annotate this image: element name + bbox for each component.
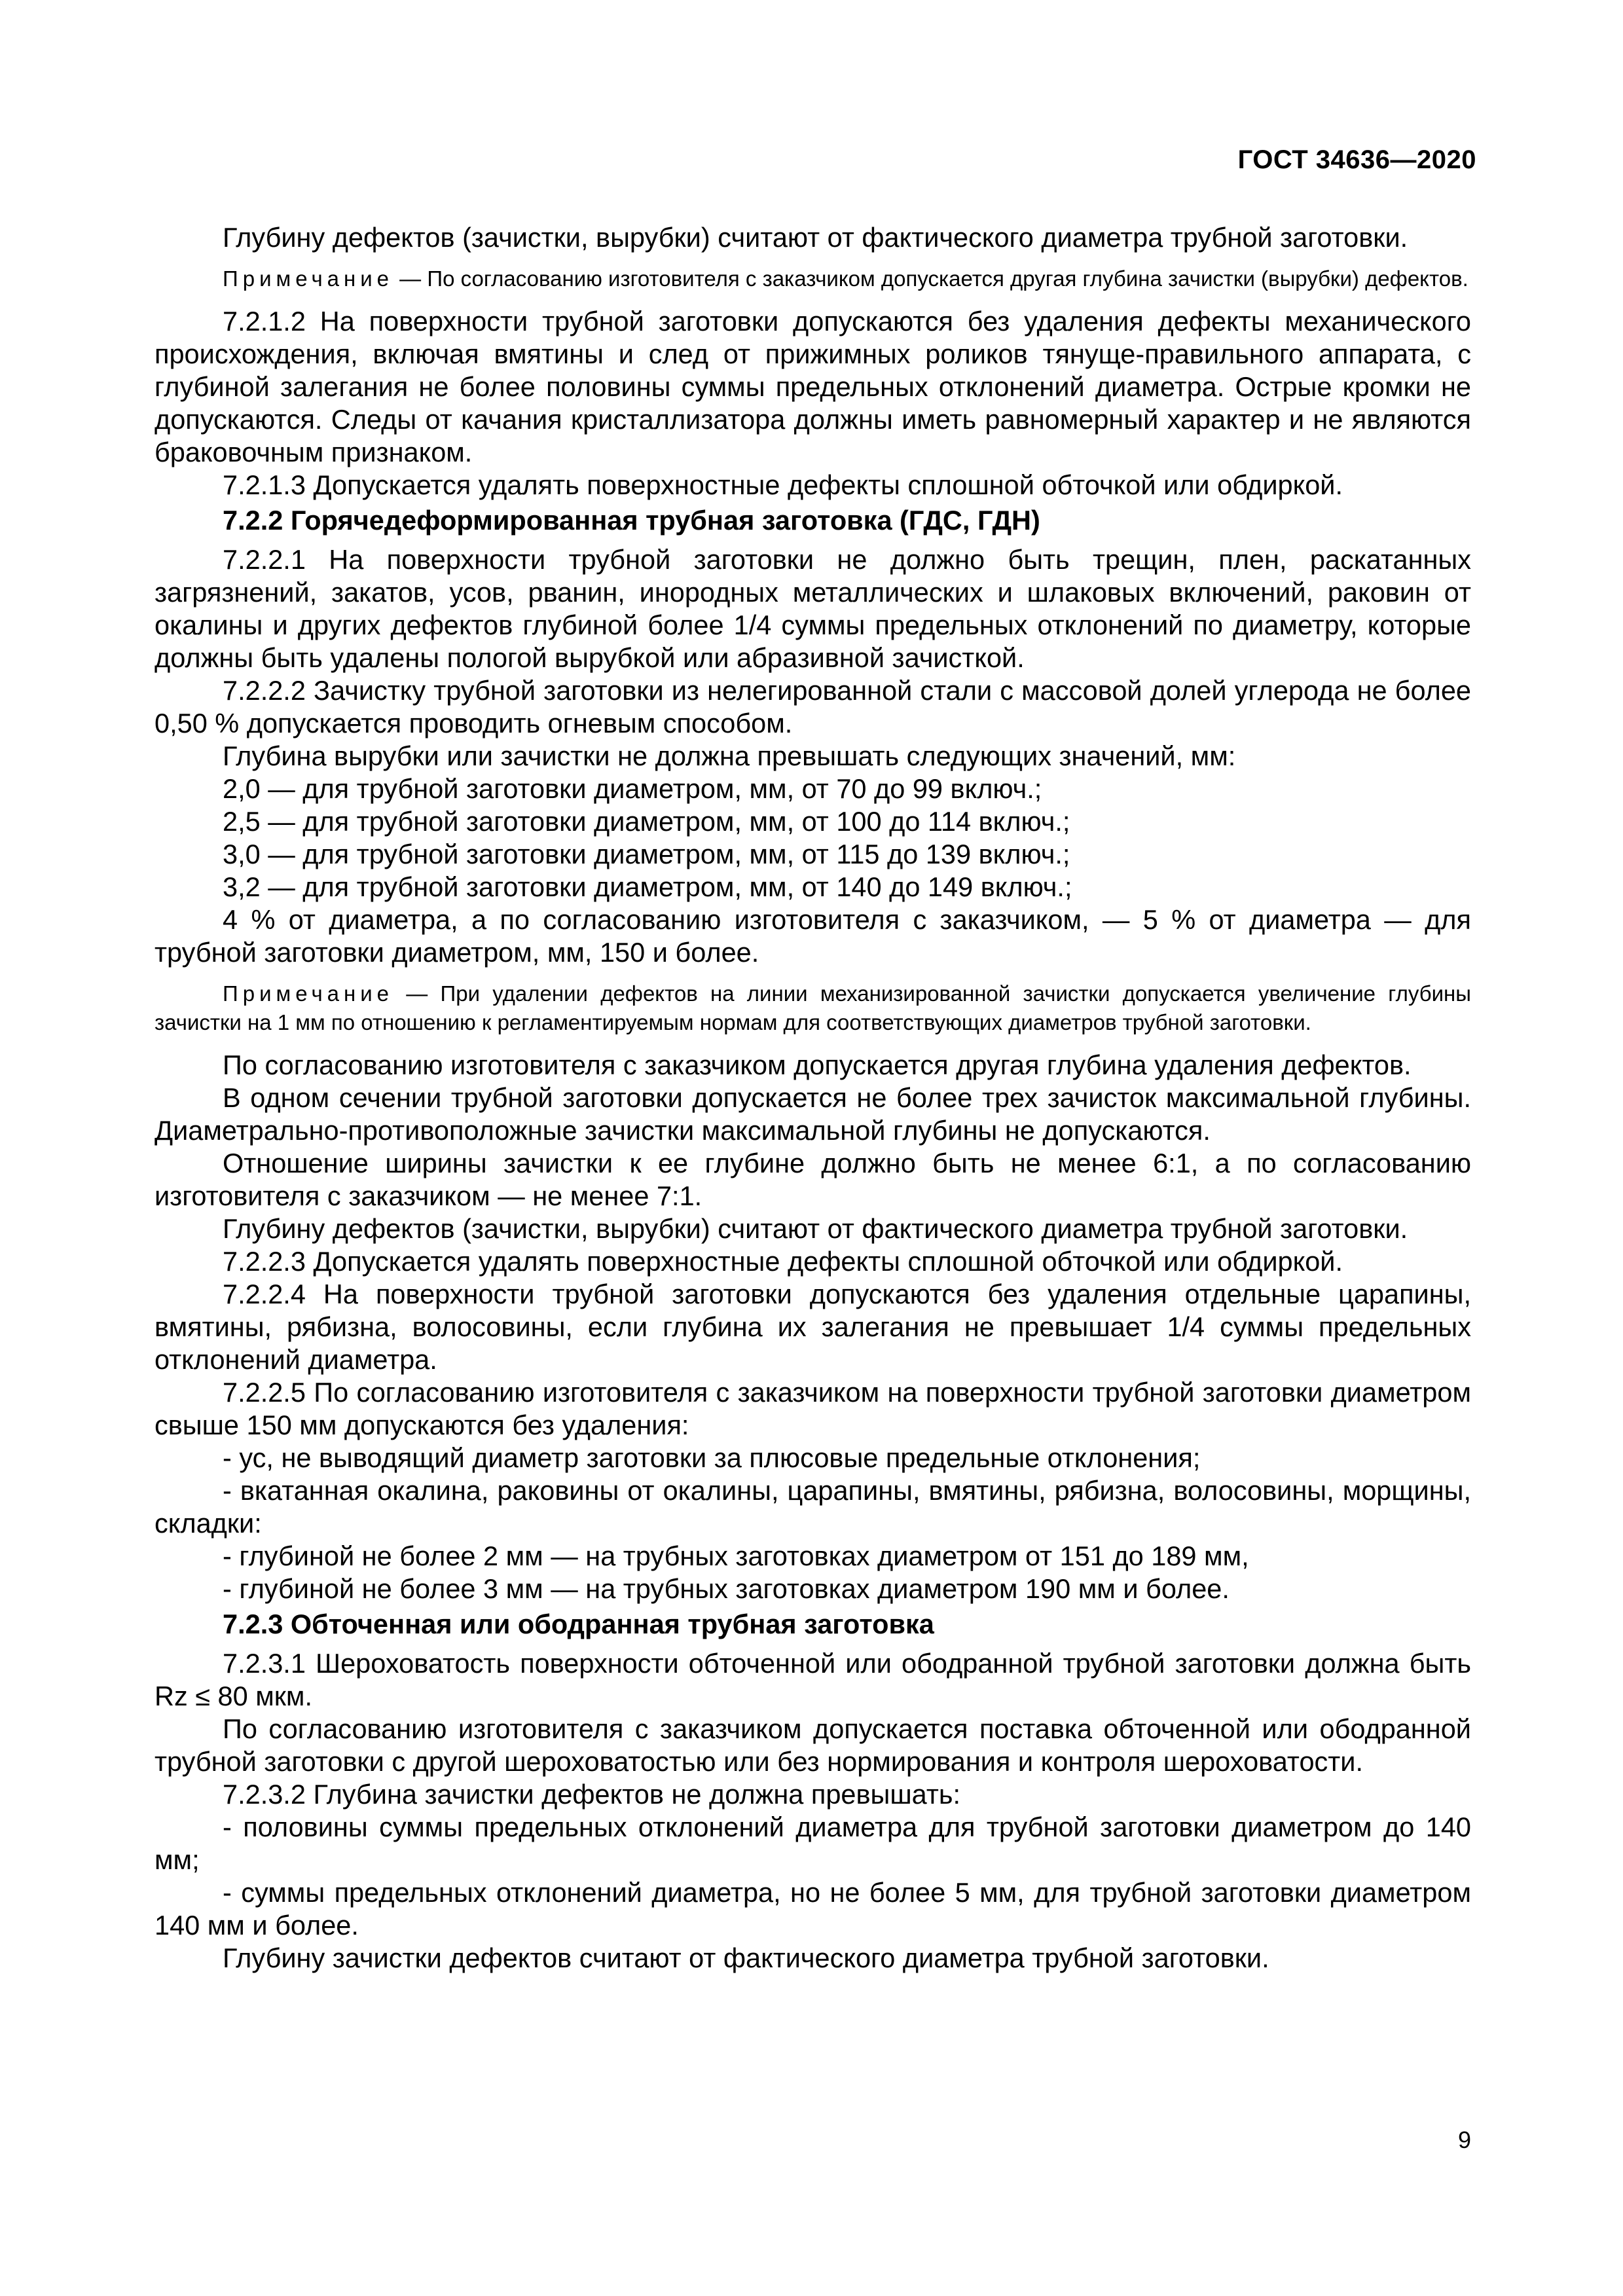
paragraph: 7.2.3.2 Глубина зачистки дефектов не должна превышать: xyxy=(223,1779,961,1810)
note-text: — При удалении дефектов на линии механизированной зачистки допускается увеличение глубины зачистки на 1 мм по отношению к регламентируемым нормам для соответствующих диаметров трубной заготовки. xyxy=(155,981,1471,1034)
paragraph: 7.2.2.3 Допускается удалять поверхностные дефекты сплошной обточкой или обдиркой. xyxy=(223,1246,1343,1277)
list-item: - глубиной не более 3 мм — на трубных заготовках диаметром 190 мм и более. xyxy=(223,1573,1230,1604)
note-text: — По согласованию изготовителя с заказчиком допускается другая глубина зачистки (вырубки) дефектов. xyxy=(393,266,1468,291)
list-item: 3,2 — для трубной заготовки диаметром, мм, от 140 до 149 включ.; xyxy=(223,871,1072,902)
paragraph: 7.2.2.5 По согласованию изготовителя с заказчиком на поверхности трубной заготовки диаметром свыше 150 мм допускаются без удаления: xyxy=(155,1377,1471,1440)
list-item: 4 % от диаметра, а по согласованию изготовителя с заказчиком, — 5 % от диаметра — для трубной заготовки диаметром, мм, 150 и более. xyxy=(155,904,1471,968)
list-item: - суммы предельных отклонений диаметра, но не более 5 мм, для трубной заготовки диаметром 140 мм и более. xyxy=(155,1877,1471,1941)
document-body xyxy=(155,221,1471,1975)
note-label: Примечание xyxy=(223,266,394,291)
paragraph: Глубину зачистки дефектов считают от фактического диаметра трубной заготовки. xyxy=(223,1942,1269,1973)
note xyxy=(155,264,1471,293)
paragraph: 7.2.2.4 На поверхности трубной заготовки допускаются без удаления отдельные царапины, вмятины, рябизна, волосовины, если глубина их залегания не превышает 1/4 суммы предельных отклонений диаметра. xyxy=(155,1279,1471,1375)
paragraph: Глубина вырубки или зачистки не должна превышать следующих значений, мм: xyxy=(223,740,1236,771)
paragraph: 7.2.2.1 На поверхности трубной заготовки не должно быть трещин, плен, раскатанных загрязнений, закатов, усов, рванин, инородных металлических и шлаковых включений, раковин от окалины и других дефектов глубиной более 1/4 суммы предельных отклонений по диаметру, которые должны быть удалены пологой вырубкой или абразивной зачисткой. xyxy=(155,544,1471,673)
list-item: 2,0 — для трубной заготовки диаметром, мм, от 70 до 99 включ.; xyxy=(223,773,1042,804)
section-heading: 7.2.2 Горячедеформированная трубная заготовка (ГДС, ГДН) xyxy=(223,505,1040,536)
paragraph: 7.2.2.2 Зачистку трубной заготовки из нелегированной стали с массовой долей углерода не более 0,50 % допускается проводить огневым способом. xyxy=(155,675,1471,738)
paragraph: По согласованию изготовителя с заказчиком допускается поставка обточенной или ободранной трубной заготовки с другой шероховатостью или без нормирования и контроля шероховатости. xyxy=(155,1713,1471,1777)
list-item: 3,0 — для трубной заготовки диаметром, мм, от 115 до 139 включ.; xyxy=(223,839,1070,869)
paragraph: 7.2.1.2 На поверхности трубной заготовки допускаются без удаления дефекты механического происхождения, включая вмятины и след от прижимных роликов тянуще-правильного аппарата, с глубиной залегания не более половины суммы предельных отклонений диаметра. Острые кромки не допускаются. Следы от качания кристаллизатора должны иметь равномерный характер и не являются браковочным признаком. xyxy=(155,306,1471,467)
note-label: Примечание xyxy=(223,981,394,1006)
paragraph: Отношение ширины зачистки к ее глубине должно быть не менее 6:1, а по согласованию изготовителя с заказчиком — не менее 7:1. xyxy=(155,1148,1471,1211)
paragraph: 7.2.1.3 Допускается удалять поверхностные дефекты сплошной обточкой или обдиркой. xyxy=(223,469,1343,500)
paragraph: 7.2.3.1 Шероховатость поверхности обточенной или ободранной трубной заготовки должна быть Rz ≤ 80 мкм. xyxy=(155,1648,1471,1711)
list-item: - вкатанная окалина, раковины от окалины, царапины, вмятины, рябизна, волосовины, морщины, складки: xyxy=(155,1475,1471,1539)
section-heading: 7.2.3 Обточенная или ободранная трубная заготовка xyxy=(223,1609,934,1639)
list-item: - половины суммы предельных отклонений диаметра для трубной заготовки диаметром до 140 мм; xyxy=(155,1812,1471,1875)
paragraph: По согласованию изготовителя с заказчиком допускается другая глубина удаления дефектов. xyxy=(223,1049,1412,1080)
paragraph: В одном сечении трубной заготовки допускается не более трех зачисток максимальной глубины. Диаметрально-противоположные зачистки максимальной глубины не допускаются. xyxy=(155,1082,1471,1146)
paragraph: Глубину дефектов (зачистки, вырубки) считают от фактического диаметра трубной заготовки. xyxy=(223,1213,1408,1244)
page-number: 9 xyxy=(1457,2126,1471,2153)
standard-code-header: ГОСТ 34636—2020 xyxy=(1237,145,1476,174)
list-item: - ус, не выводящий диаметр заготовки за плюсовые предельные отклонения; xyxy=(223,1442,1201,1473)
list-item: 2,5 — для трубной заготовки диаметром, мм, от 100 до 114 включ.; xyxy=(223,806,1070,837)
note xyxy=(155,979,1471,1037)
paragraph: Глубину дефектов (зачистки, вырубки) считают от фактического диаметра трубной заготовки. xyxy=(223,222,1408,253)
list-item: - глубиной не более 2 мм — на трубных заготовках диаметром от 151 до 189 мм, xyxy=(223,1540,1249,1571)
